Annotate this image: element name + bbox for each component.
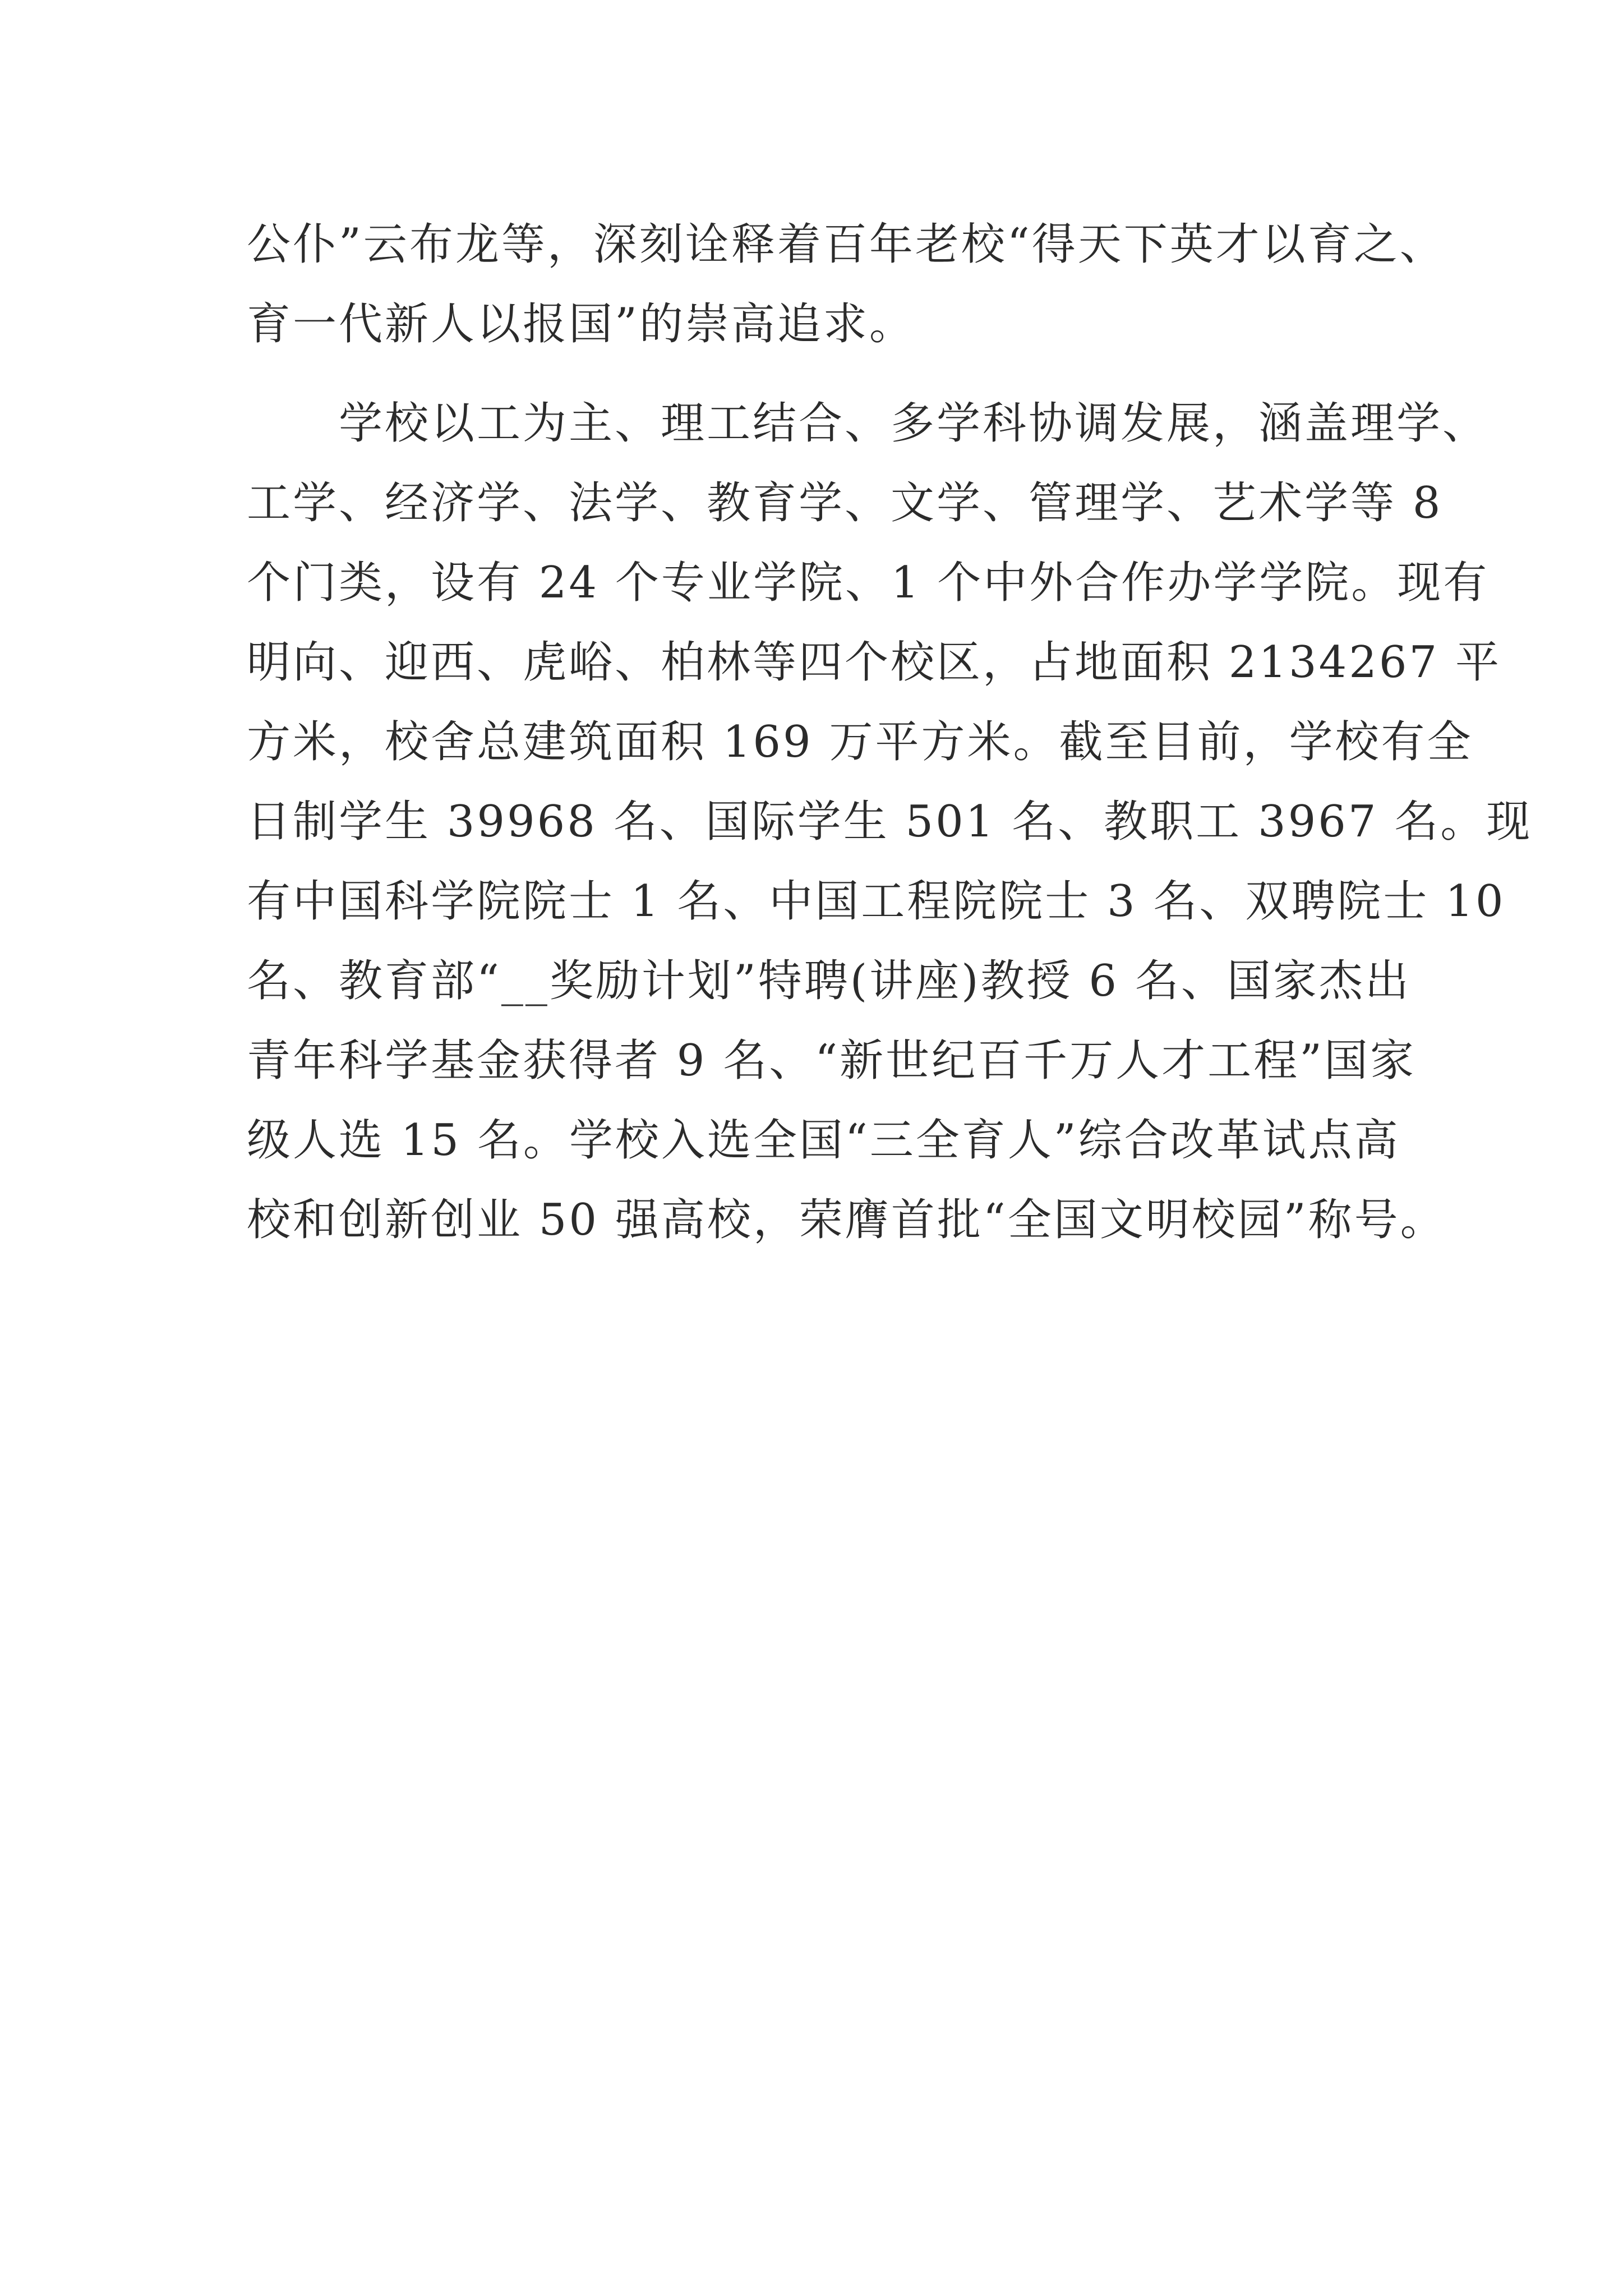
text-line: 工学、经济学、法学、教育学、文学、管理学、艺术学等 8 <box>247 478 1443 528</box>
text-line: 个门类，设有 24 个专业学院、1 个中外合作办学学院。现有 <box>247 558 1490 608</box>
text-line: 青年科学基金获得者 9 名、“新世纪百千万人才工程”国家 <box>247 1036 1416 1086</box>
text-line: 名、教育部“__奖励计划”特聘(讲座)教授 6 名、国家杰出 <box>247 956 1411 1006</box>
text-line: 育一代新人以报国”的崇高追求。 <box>247 299 915 349</box>
text-line: 方米，校舍总建筑面积 169 万平方米。截至目前，学校有全 <box>247 717 1473 767</box>
body-text <box>247 205 1533 1260</box>
text-line: 明向、迎西、虎峪、柏林等四个校区，占地面积 2134267 平 <box>247 637 1501 688</box>
text-line: 校和创新创业 50 强高校，荣膺首批“全国文明校园”称号。 <box>247 1195 1446 1245</box>
text-line: 级人选 15 名。学校入选全国“三全育人”综合改革试点高 <box>247 1115 1400 1166</box>
text-line: 日制学生 39968 名、国际学生 501 名、教职工 3967 名。现 <box>247 797 1533 847</box>
paragraph-1 <box>247 205 1446 364</box>
text-line: 学校以工为主、理工结合、多学科协调发展，涵盖理学、 <box>247 398 1489 449</box>
text-line: 公仆”云布龙等，深刻诠释着百年老校“得天下英才以育之、 <box>247 219 1446 270</box>
paragraph-2 <box>247 384 1533 1260</box>
text-line: 有中国科学院院士 1 名、中国工程院院士 3 名、双聘院士 10 <box>247 876 1506 927</box>
